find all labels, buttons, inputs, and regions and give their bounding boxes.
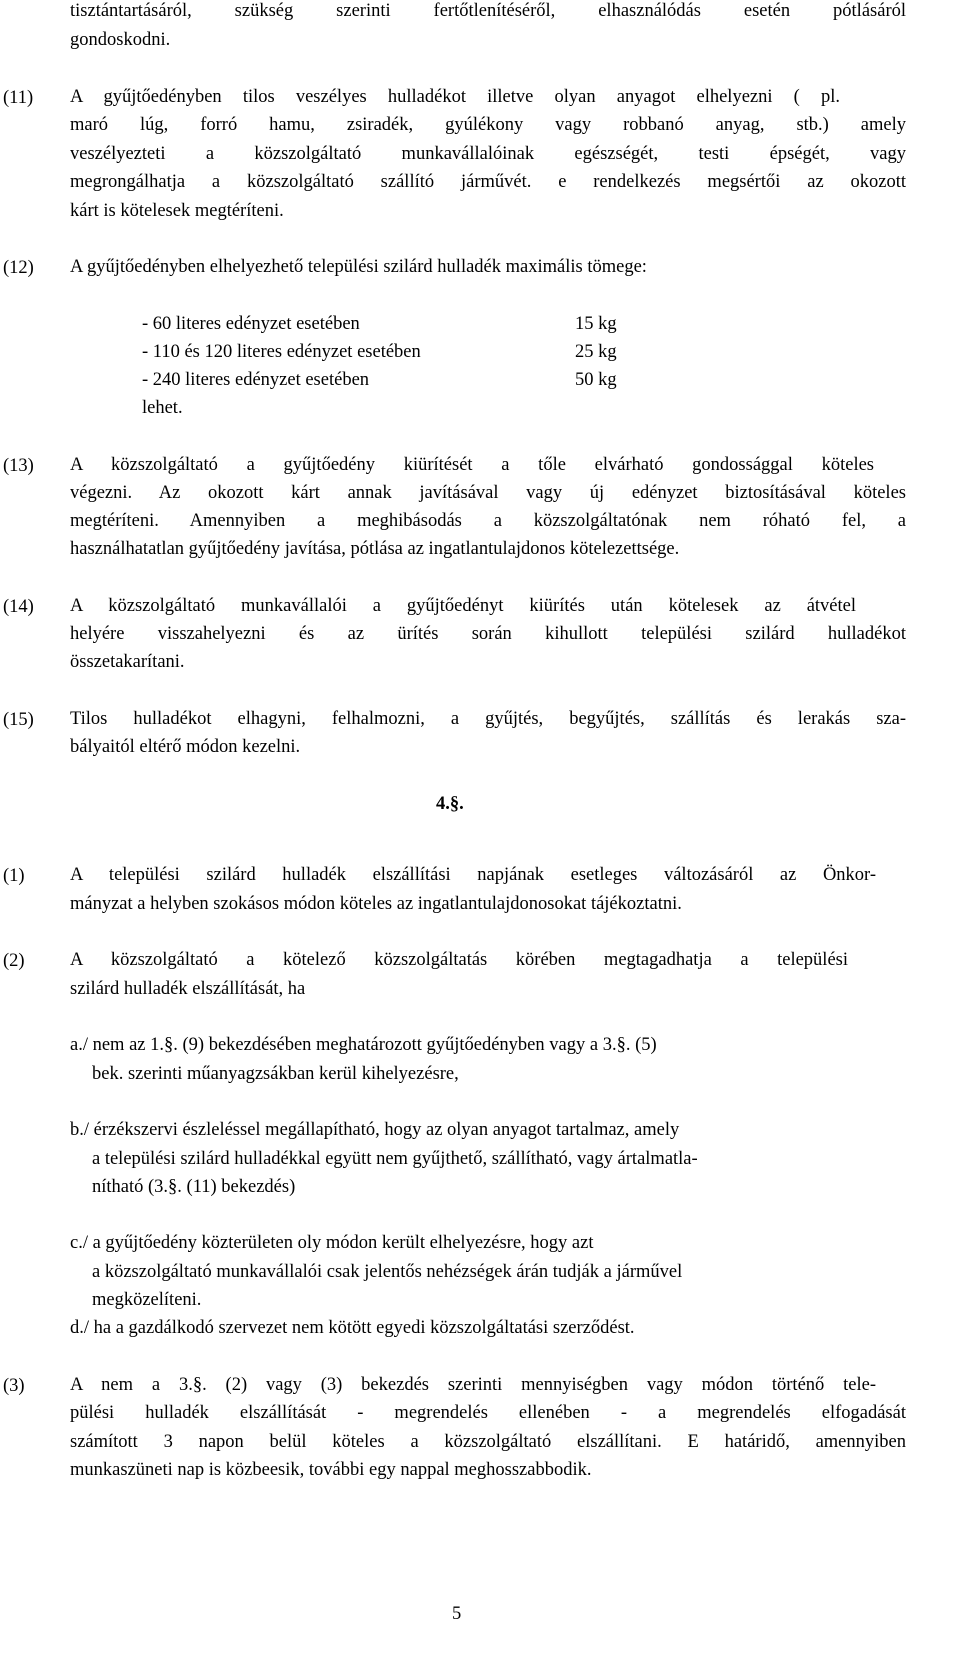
list-item: a közszolgáltató munkavállalói csak jelentős nehézségek árán tudják a járművel bbox=[92, 1262, 683, 1282]
paragraph-number: (11) bbox=[3, 88, 34, 108]
list-item: bek. szerinti műanyagzsákban kerül kihelyezésre, bbox=[92, 1064, 459, 1084]
paragraph-line: A közszolgáltató munkavállalói a gyűjtőedényt kiürítés után kötelesek az átvétel bbox=[70, 596, 856, 616]
list-item: d./ ha a gazdálkodó szervezet nem kötött egyedi közszolgáltatási szerződést. bbox=[70, 1318, 635, 1338]
paragraph-number: (12) bbox=[3, 258, 34, 278]
list-item: b./ érzékszervi észleléssel megállapítható, hogy az olyan anyagot tartalmaz, amely bbox=[70, 1120, 680, 1140]
paragraph-line: megtéríteni. Amennyiben a meghibásodás a közszolgáltatónak nem róható fel, a bbox=[70, 511, 906, 531]
paragraph-line: maró lúg, forró hamu, zsiradék, gyúlékony vagy robbanó anyag, stb.) amely bbox=[70, 115, 906, 135]
paragraph-line: kárt is kötelesek megtéríteni. bbox=[70, 201, 284, 221]
paragraph-line: összetakarítani. bbox=[70, 652, 185, 672]
paragraph-line: pülési hulladék elszállítását - megrendelés ellenében - a megrendelés elfogadását bbox=[70, 1403, 906, 1423]
paragraph-line: A gyűjtőedényben elhelyezhető települési szilárd hulladék maximális tömege: bbox=[70, 257, 647, 277]
list-item: c./ a gyűjtőedény közterületen oly módon került elhelyezésre, hogy azt bbox=[70, 1233, 594, 1253]
paragraph-line: mányzat a helyben szokásos módon köteles az ingatlantulajdonosokat tájékoztatni. bbox=[70, 894, 682, 914]
weight-row-value: 25 kg bbox=[575, 342, 617, 362]
paragraph-line: végezni. Az okozott kárt annak javításával vagy új edényzet biztosításával köteles bbox=[70, 483, 906, 503]
paragraph-line: számított 3 napon belül köteles a közszolgáltató elszállítani. E határidő, amennyiben bbox=[70, 1432, 906, 1452]
paragraph-line: bályaitól eltérő módon kezelni. bbox=[70, 737, 301, 757]
paragraph-number: (2) bbox=[3, 951, 25, 971]
paragraph-line: munkaszüneti nap is közbeesik, további egy nappal meghosszabbodik. bbox=[70, 1460, 592, 1480]
paragraph-line: A települési szilárd hulladék elszállítási napjának esetleges változásáról az Önkor- bbox=[70, 865, 876, 885]
paragraph-line: tisztántartásáról, szükség szerinti fertőtlenítéséről, elhasználódás esetén pótlásáról bbox=[70, 1, 906, 21]
list-item: megközelíteni. bbox=[92, 1290, 202, 1310]
paragraph-number: (15) bbox=[3, 710, 34, 730]
list-item: a települési szilárd hulladékkal együtt nem gyűjthető, szállítható, vagy ártalmatla- bbox=[92, 1149, 698, 1169]
paragraph-line: Tilos hulladékot elhagyni, felhalmozni, a gyűjtés, begyűjtés, szállítás és lerakás sza- bbox=[70, 709, 906, 729]
paragraph-line: szilárd hulladék elszállítását, ha bbox=[70, 979, 306, 999]
page-number: 5 bbox=[452, 1604, 462, 1624]
paragraph-number: (3) bbox=[3, 1376, 25, 1396]
weight-row-label: - 60 literes edényzet esetében bbox=[142, 314, 360, 334]
paragraph-line: helyére visszahelyezni és az ürítés során kihullott települési szilárd hulladékot bbox=[70, 624, 906, 644]
weight-row-label: - 110 és 120 literes edényzet esetében bbox=[142, 342, 421, 362]
paragraph-line: A közszolgáltató a kötelező közszolgáltatás körében megtagadhatja a települési bbox=[70, 950, 848, 970]
section-heading: 4.§. bbox=[436, 794, 464, 814]
paragraph-number: (13) bbox=[3, 456, 34, 476]
list-item: a./ nem az 1.§. (9) bekezdésében meghatározott gyűjtőedényben vagy a 3.§. (5) bbox=[70, 1035, 657, 1055]
paragraph-line: használhatatlan gyűjtőedény javítása, pótlása az ingatlantulajdonos kötelezettsége. bbox=[70, 539, 680, 559]
paragraph-line: lehet. bbox=[142, 398, 183, 418]
paragraph-number: (1) bbox=[3, 866, 25, 886]
paragraph-line: A gyűjtőedényben tilos veszélyes hulladékot illetve olyan anyagot elhelyezni ( pl. bbox=[70, 87, 840, 107]
weight-row-value: 15 kg bbox=[575, 314, 617, 334]
paragraph-line: megrongálhatja a közszolgáltató szállító járművét. e rendelkezés megsértői az okozott bbox=[70, 172, 906, 192]
paragraph-number: (14) bbox=[3, 597, 34, 617]
list-item: nítható (3.§. (11) bekezdés) bbox=[92, 1177, 296, 1197]
weight-row-label: - 240 literes edényzet esetében bbox=[142, 370, 370, 390]
paragraph-line: gondoskodni. bbox=[70, 30, 171, 50]
weight-row-value: 50 kg bbox=[575, 370, 617, 390]
paragraph-line: veszélyezteti a közszolgáltató munkavállalóinak egészségét, testi épségét, vagy bbox=[70, 144, 906, 164]
paragraph-line: A nem a 3.§. (2) vagy (3) bekezdés szerinti mennyiségben vagy módon történő tele- bbox=[70, 1375, 876, 1395]
paragraph-line: A közszolgáltató a gyűjtőedény kiürítését a tőle elvárható gondossággal köteles bbox=[70, 455, 874, 475]
